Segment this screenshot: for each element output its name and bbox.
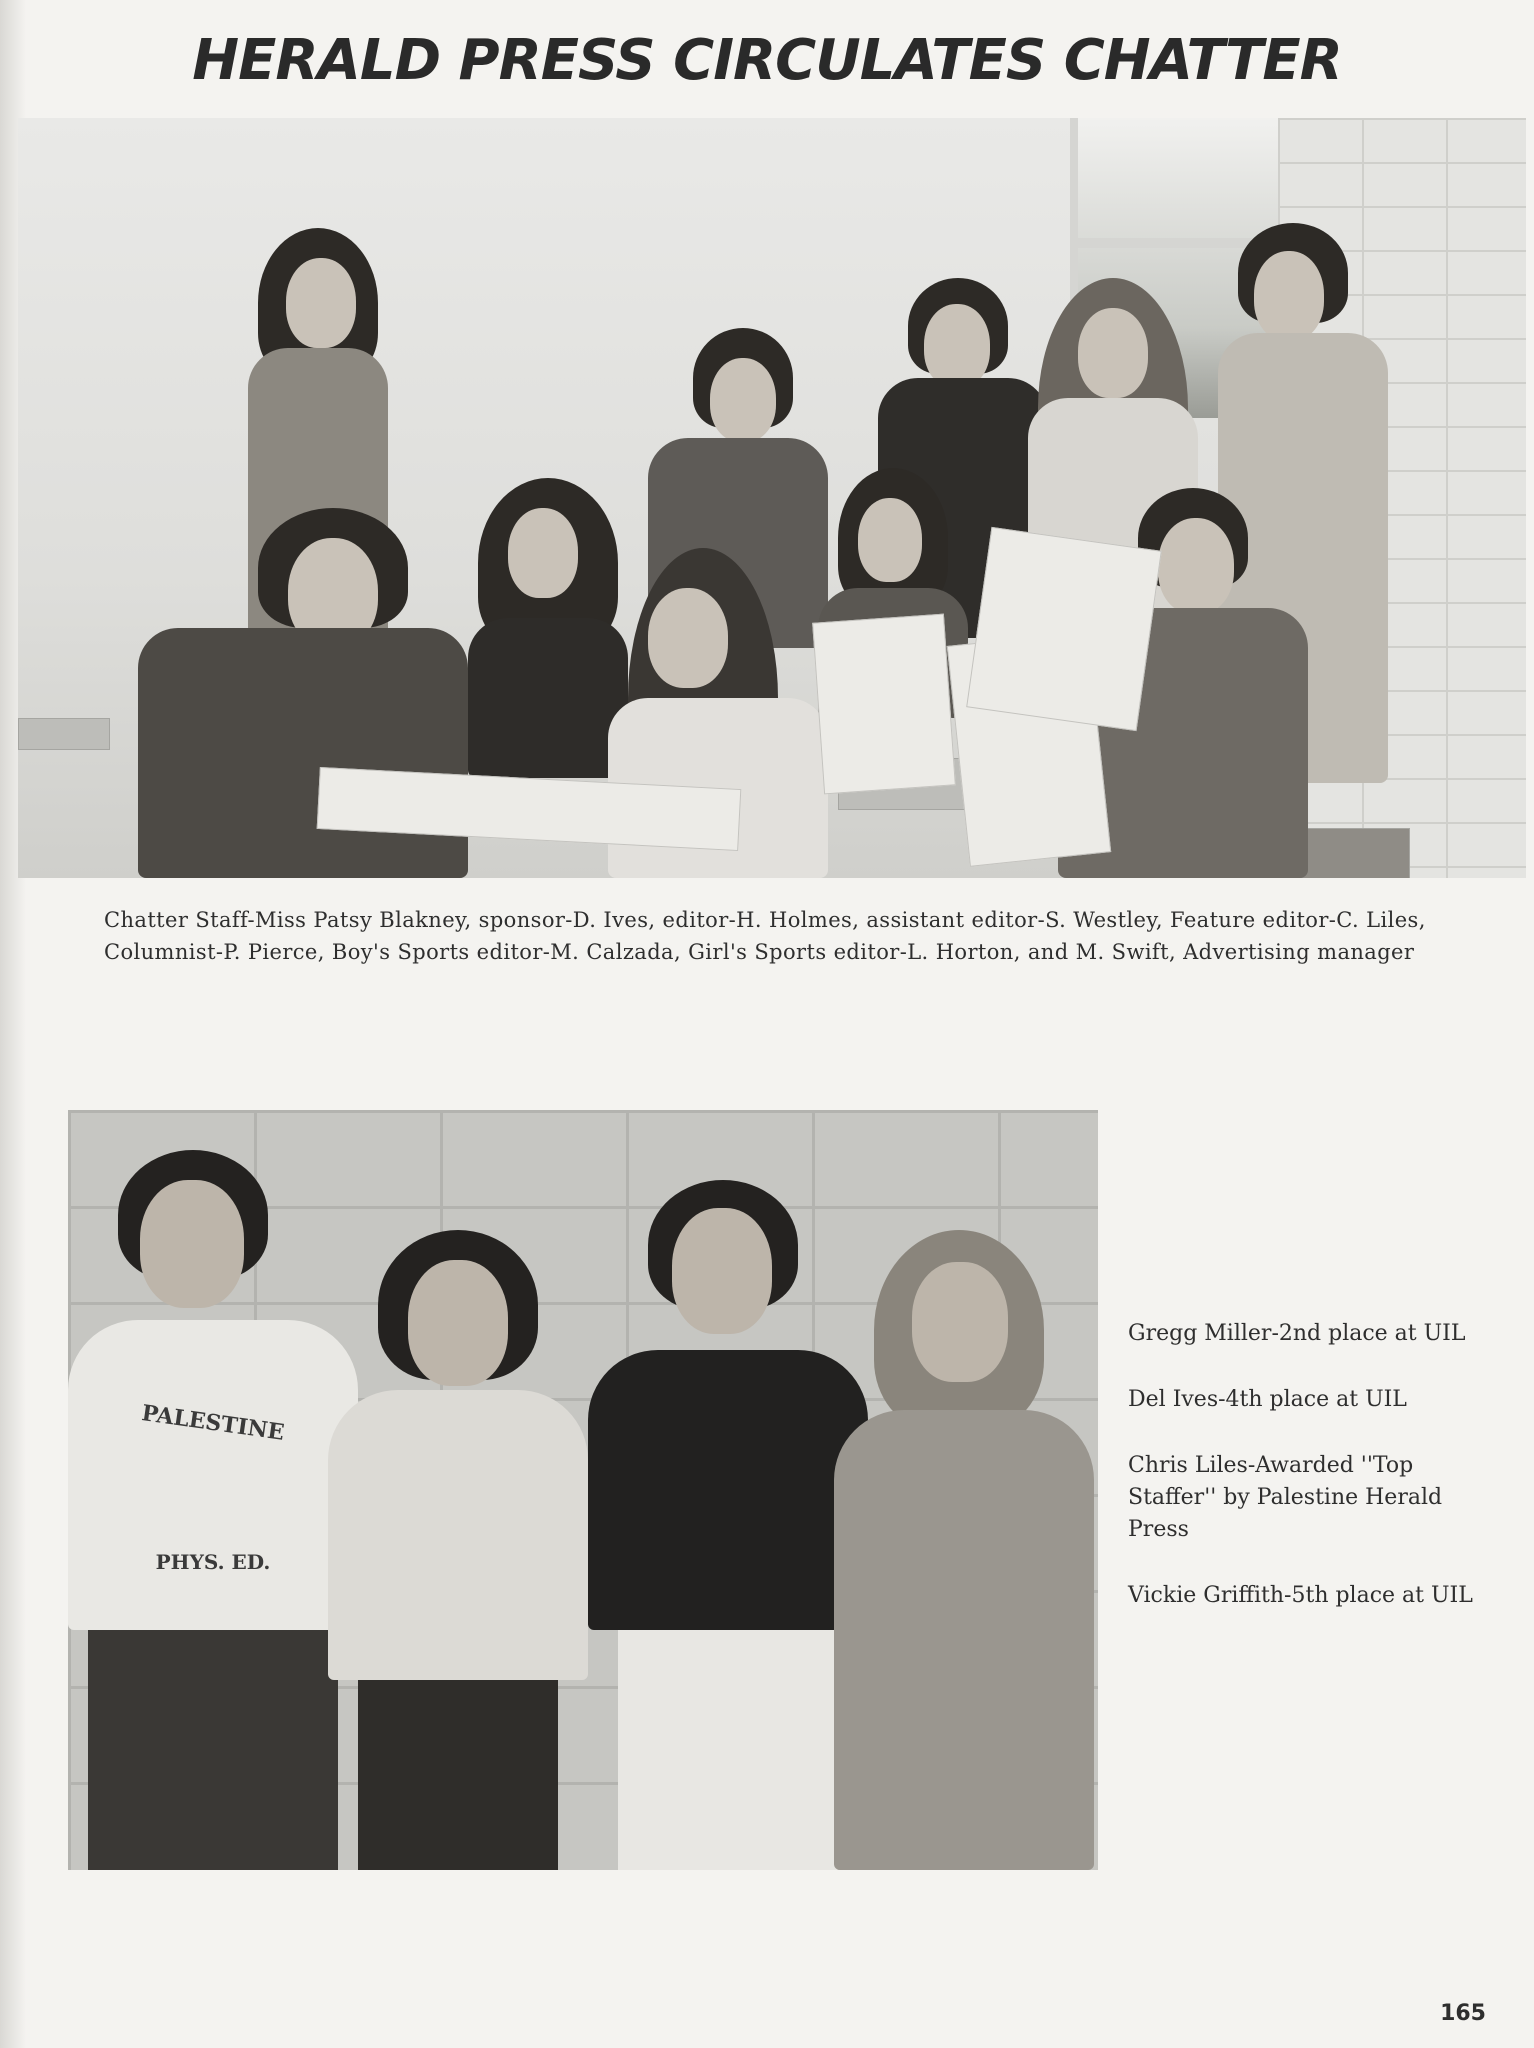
award-winner-figure bbox=[68, 1150, 358, 1870]
newspaper bbox=[966, 527, 1162, 731]
award-item: Del Ives-4th place at UIL bbox=[1128, 1387, 1407, 1412]
award-item: Gregg Miller-2nd place at UIL bbox=[1128, 1321, 1466, 1346]
newspaper bbox=[812, 614, 956, 795]
award-item: Vickie Griffith-5th place at UIL bbox=[1128, 1583, 1473, 1608]
shirt-print-top: PALESTINE bbox=[140, 1400, 286, 1446]
page-headline: HERALD PRESS CIRCULATES CHATTER bbox=[192, 28, 1342, 93]
shirt-print-bottom: PHYS. ED. bbox=[155, 1550, 271, 1574]
award-winner-figure bbox=[834, 1230, 1094, 1870]
award-item: Chris Liles-Awarded ''Top Staffer'' by Palestine Herald Press bbox=[1128, 1453, 1443, 1542]
staff-photo-caption: Chatter Staff-Miss Patsy Blakney, sponsor-D. Ives, editor-H. Holmes, assistant editor-S. Westley, Feature editor-C. Liles, Columnist-P. Pierce, Boy's Sports editor-M. Calzada, Girl's Sports editor-L. Horton, and M. Swift, Advertising manager bbox=[104, 908, 1426, 964]
award-winners-photo bbox=[68, 1110, 1098, 1870]
award-list bbox=[1128, 1318, 1508, 1646]
classroom-desk bbox=[18, 718, 110, 750]
award-winner-figure bbox=[328, 1230, 588, 1870]
page-number: 165 bbox=[1440, 2001, 1486, 2026]
chatter-staff-photo bbox=[18, 118, 1526, 878]
award-winner-figure bbox=[588, 1180, 868, 1870]
